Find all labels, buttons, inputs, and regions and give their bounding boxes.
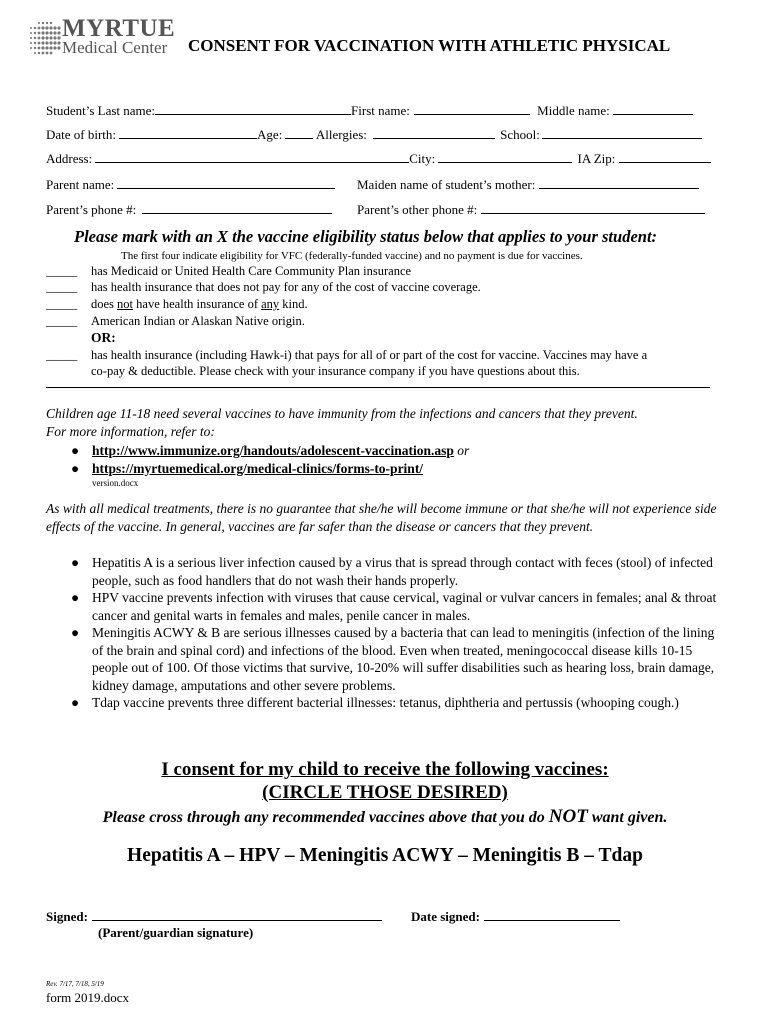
signed-label: Signed: <box>46 909 88 924</box>
vaccine-info-list <box>66 554 722 712</box>
circle-instruction: (CIRCLE THOSE DESIRED) <box>262 782 508 803</box>
divider <box>46 387 710 388</box>
option-3-text-b: have health insurance of <box>133 297 262 311</box>
eligibility-heading: Please mark with an X the vaccine eligibility status below that applies to your student: <box>74 227 658 246</box>
eligibility-option-5-line1: has health insurance (including Hawk-i) that pays for all of or part of the cost for vaccine. Vaccines may have a <box>91 348 648 362</box>
date-signed-label: Date signed: <box>411 909 480 924</box>
eligibility-mark-5[interactable]: _____ <box>46 348 78 362</box>
bullet-icon: ● <box>71 625 80 640</box>
parent-other-phone-row <box>357 201 705 217</box>
logo-name: MYRTUE <box>62 15 176 42</box>
allergies-field[interactable] <box>373 126 495 139</box>
not-emphasis: NOT <box>548 806 588 827</box>
zip-label: IA Zip: <box>577 151 616 166</box>
eligibility-option-3 <box>91 297 308 312</box>
parent-other-phone-field[interactable] <box>481 201 705 214</box>
logo-subtitle: Medical Center <box>62 38 168 57</box>
eligibility-mark-4[interactable]: _____ <box>46 314 78 328</box>
first-name-label: First name: <box>351 103 410 118</box>
link-item-1 <box>66 442 706 460</box>
version-note: version.docx <box>92 478 139 488</box>
parent-name-field[interactable] <box>117 176 335 189</box>
signature-field[interactable] <box>92 908 382 921</box>
address-label: Address: <box>46 151 93 166</box>
cross-instruction: Please cross through any recommended vaccines above that you do NOT want given. <box>102 806 668 827</box>
parent-phone-label: Parent’s phone #: <box>46 202 137 217</box>
consent-heading: I consent for my child to receive the following vaccines: <box>161 759 609 780</box>
date-signed-row <box>411 908 620 925</box>
parent-name-row <box>46 176 335 192</box>
eligibility-option-2: has health insurance that does not pay for any of the cost of vaccine coverage. <box>91 280 481 294</box>
info-line-1: Children age 11-18 need several vaccines to have immunity from the infections and cancers that they prevent. <box>46 406 638 421</box>
option-3-not: not <box>117 297 134 311</box>
dob-row <box>46 126 702 142</box>
dob-field[interactable] <box>119 126 257 139</box>
option-3-text-c: kind. <box>279 297 308 311</box>
eligibility-mark-3[interactable]: _____ <box>46 297 78 311</box>
disclaimer: As with all medical treatments, there is no guarantee that she/he will become immune or that she/he will not experience side effects of the vaccine. In general, vaccines are far safer than the disease or cancers that they prevent. <box>46 501 717 534</box>
maiden-name-label: Maiden name of student’s mother: <box>357 177 536 192</box>
parent-phone-field[interactable] <box>142 201 332 214</box>
school-field[interactable] <box>542 126 702 139</box>
revision-note: Rev. 7/17, 7/18, 5/19 <box>46 980 104 988</box>
city-field[interactable] <box>438 150 572 163</box>
parent-name-label: Parent name: <box>46 177 115 192</box>
or-label: OR: <box>91 330 116 345</box>
maiden-name-field[interactable] <box>539 176 699 189</box>
info-bullet-tdap: ● Tdap vaccine prevents three different bacterial illnesses: tetanus, diphtheria and pertussis (whooping cough.) <box>71 695 679 710</box>
info-bullet-hepatitis: ● Hepatitis A is a serious liver infection caused by a virus that is spread through contact with feces (stool) of infected people, such as food handlers that do not wash their hands properly. <box>71 555 713 588</box>
eligibility-option-4: American Indian or Alaskan Native origin. <box>91 314 305 328</box>
eligibility-mark-1[interactable]: _____ <box>46 264 78 278</box>
footer-filename: form 2019.docx <box>46 990 130 1005</box>
age-label: Age: <box>257 127 283 142</box>
link-list <box>66 442 706 477</box>
bullet-icon: ● <box>71 555 80 570</box>
signed-row <box>46 908 382 925</box>
middle-name-field[interactable] <box>613 102 693 115</box>
eligibility-note: The first four indicate eligibility for VFC (federally-funded vaccine) and no payment is due for vaccines. <box>121 250 583 262</box>
option-3-any: any <box>261 297 280 311</box>
address-row <box>46 150 711 166</box>
info-line-2: For more information, refer to: <box>46 424 215 439</box>
link-item-2 <box>66 460 706 478</box>
school-label: School: <box>500 127 540 142</box>
form-title: CONSENT FOR VACCINATION WITH ATHLETIC PHYSICAL <box>188 36 671 55</box>
last-name-label: Student’s Last name: <box>46 103 156 118</box>
address-field[interactable] <box>95 150 409 163</box>
eligibility-option-5-line2: co-pay & deductible. Please check with your insurance company if you have questions about this. <box>91 364 580 378</box>
bullet-icon: ● <box>71 590 80 605</box>
parent-signature-caption: (Parent/guardian signature) <box>98 925 254 940</box>
link-immunize[interactable]: http://www.immunize.org/handouts/adolescent-vaccination.asp <box>92 443 454 458</box>
dob-label: Date of birth: <box>46 127 117 142</box>
zip-field[interactable] <box>619 150 711 163</box>
maiden-name-row <box>357 176 699 192</box>
bullet-icon: ● <box>71 460 80 476</box>
city-label: City: <box>409 151 436 166</box>
allergies-label: Allergies: <box>315 127 367 142</box>
first-name-field[interactable] <box>414 102 530 115</box>
option-3-text-a: does <box>91 297 118 311</box>
eligibility-mark-2[interactable]: _____ <box>46 280 78 294</box>
link-suffix: or <box>453 443 470 458</box>
bullet-icon: ● <box>71 443 80 458</box>
date-signed-field[interactable] <box>484 908 620 921</box>
eligibility-option-1: has Medicaid or United Health Care Community Plan insurance <box>91 264 412 278</box>
info-bullet-meningitis: ● Meningitis ACWY & B are serious illnesses caused by a bacteria that can lead to meningitis (infection of the lining of the brain and spinal cord) and infections of the blood. Even when treated, meningococcal disease kills 10-15 people out of 100. Of those victims that survive, 10-20% will suffer disabilities such as hearing loss, brain damage, kidney damage, amputations and other severe problems. <box>71 625 715 693</box>
last-name-field[interactable] <box>155 102 351 115</box>
parent-other-phone-label: Parent’s other phone #: <box>357 202 478 217</box>
bullet-icon: ● <box>71 695 80 710</box>
parent-phone-row <box>46 201 332 217</box>
info-bullet-hpv: ● HPV vaccine prevents infection with viruses that cause cervical, vaginal or vulvar cancers in females; anal & throat cancer and genital warts in females and males, penile cancer in males. <box>71 590 717 623</box>
age-field[interactable] <box>285 126 313 139</box>
name-row <box>46 102 693 118</box>
middle-name-label: Middle name: <box>537 103 610 118</box>
vaccine-choices[interactable]: Hepatitis A – HPV – Meningitis ACWY – Meningitis B – Tdap <box>127 845 643 866</box>
link-myrtue[interactable]: https://myrtuemedical.org/medical-clinics/forms-to-print/ <box>92 460 424 476</box>
logo-mark-icon <box>28 20 62 58</box>
